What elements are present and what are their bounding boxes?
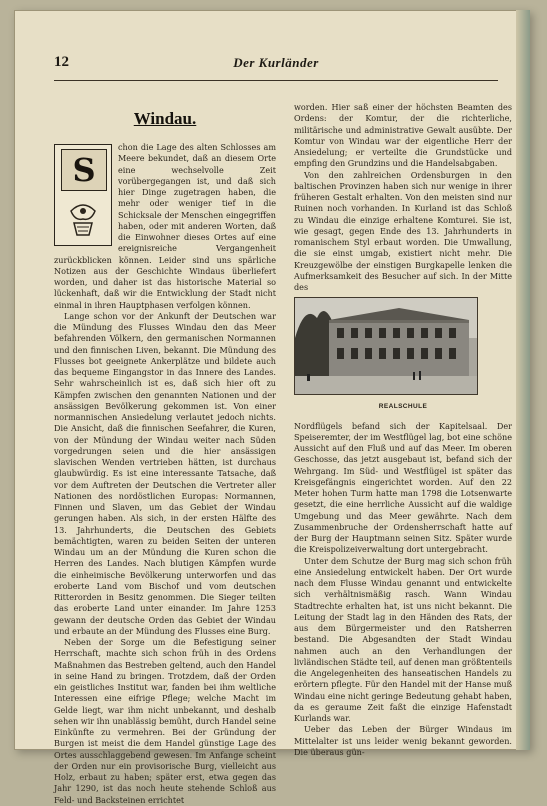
photo-caption: REALSCHULE: [378, 403, 428, 411]
paragraph: Von den zahlreichen Ordensburgen in den baltischen Provinzen haben sich nur wenige in ihrer früheren Gestalt erhalten. Von den meisten sind nur Ruinen noch vorhanden. In Kurland ist das Schloß zu Windau die einzige erhaltene Komturei. Sie ist, wie gesagt, gegen Ende des 13. Jahrhunderts in romanischem Styl erbaut worden. Die Umwallung, die sie einst umgab, existiert nicht mehr. Die Kreuzgewölbe der einstigen Burgkapelle lenken die Aufmerksamkeit des Besucher auf sich. In der Mitte des: [294, 169, 512, 292]
paragraph: Nordflügels befand sich der Kapitelsaal. Der Speiseremter, der im Westflügel lag, bot eine schöne Aussicht auf den Fluß und auf das Meer. Im oberen Geschosse, das jetzt ausgebaut ist, befand sich der Wehrgang. Im Süd- und Westflügel ist später das Kreisgefängnis eingerichtet worden. Auf den 22 Meter hohen Turm hatte man 1798 die Lotsenwarte gesetzt, die eine herrliche Aussicht auf die waldige Umgebung und das Meer gewährte. Nach dem Zusammenbruche der Ordensherrschaft hatte auf der Burg der Hauptmann seinen Sitz. Später wurde die Kreispolizeiverwaltung dort untergebracht.: [294, 420, 512, 555]
running-title: Der Kurländer: [233, 55, 319, 70]
page-header: [54, 54, 498, 76]
paragraph: Lange schon vor der Ankunft der Deutschen war die Mündung des Flusses Windau den das Meer befahrenden Völkern, den germanischen Normannen und den finnischen Liven, bekannt. Die Mündung des Flusses bot geeignete Ankerplätze und bildete auch das bequeme Eingangstor in das Innere des Landes. Sehr wahrscheinlich ist es, daß sich hier oft zu Kämpfen zwischen den genannten Nationen und der ansässigen Bevölkerung gekommen ist. Von einer normannischen Ansiedelung verlautet jedoch nichts. Die Ansicht, daß die finnischen Seefahrer, die Kuren, von der Mündung der Windau weiter nach Süden vorgedrungen seien und die hier ansässigen slavischen Wenden vertrieben hätten, ist durchaus glaubwürdig. Es ist eine interessante Tatsache, daß vor dem Auftreten der Deutschen die Vertreter aller Nationen des nordöstlichen Europas: Normannen, Finnen und Slaven, um das Gebiet der Windau gerungen haben. Als sich, in der ersten Hälfte des 13. Jahrhunderts, die Deutschen des Gebiets bemächtigten, waren zu beiden Seiten der unteren Windau um an der Mündung die Kuren schon die Herren des Landes. Nach blutigen Kämpfen wurde die einheimische Bevölkerung unterworfen und das eroberte Land vom Bischof und vom deutschen Ritterorden in Besitz genommen. Die Sieger teilten das eroberte Land unter einander. Im Jahre 1253 gewann der deutsche Orden das Gebiet der Windau und erbaute an der Mündung des Flusses eine Burg.: [54, 310, 276, 636]
building-image: [295, 298, 477, 394]
article-title: Windau.: [133, 109, 197, 128]
initial-letter: S: [61, 149, 107, 191]
left-column: [54, 108, 276, 805]
paragraph: worden. Hier saß einer der höchsten Beamten des Ordens: der Komtur, der die richterliche, militärische und administrative Gewalt ausübte. Der Komtur von Windau war der eigentliche Herr der Ansiedelung; er verteilte die Grundstücke und empfing den Grundzins und die Handelsabgaben.: [294, 102, 512, 169]
book-page: [14, 10, 530, 805]
right-column: [294, 102, 513, 757]
paragraph: chon die Lage des alten Schlosses am Meere bekundet, daß an diesem Orte eine wechselvolle Zeit vorübergegangen ist, und daß sich hier Dinge zugetragen haben, die mehr oder weniger tief in die Schicksale der Menschen eingegriffen haben, oder mit anderen Worten, daß die Einwohner dieses Ortes auf eine ereignisreiche Vergangenheit zurückblicken können. Leider sind uns spärliche Notizen aus der Geschichte Windaus überliefert worden, und daher ist das historische Material so lückenhaft, daß wir die Entwicklung der Stadt nicht einmal in ihren Hauptphasen verfolgen können.: [54, 142, 276, 310]
paragraph: Unter dem Schutze der Burg mag sich schon früh eine Ansiedelung entwickelt haben. Der Ort wurde nach dem Flusse Windau genannt und entwickelte sich verhältnismäßig rasch. Wann Windau Stadtrechte erhalten hat, ist uns nicht bekannt. Die Leitung der Stadt lag in den Händen des Rats, der aus dem Bürgermeister und den Ratsherren bestand. Die Abgesandten der Stadt Windau nahmen auch an den Verhandlungen der livländischen Städte teil, auf denen man größtenteils die Angelegenheiten des hanseatischen Handels zu erörtern pflegte. Für den Handel mit der Hanse muß Windau eine nicht geringe Bedeutung gehabt haben, da es geraume Zeit faßt die einzige Hafenstadt Kurlands war.: [294, 555, 513, 723]
ornament-icon: [65, 197, 101, 239]
realschule-photo: [294, 297, 478, 395]
page-number: 12: [54, 54, 69, 70]
header-rule: [54, 80, 498, 81]
decorated-initial: [54, 144, 112, 246]
paragraph: Ueber das Leben der Bürger Windaus im Mittelalter ist uns leider wenig bekannt geworden. Die überaus gün-: [294, 724, 512, 757]
page-edge: [516, 10, 530, 750]
paragraph: Neben der Sorge um die Befestigung seiner Herrschaft, machte sich schon früh in des Ordens Maßnahmen das Bestreben geltend, auch den Handel in seine Hand zu bringen. Trotzdem, daß der Orden ein geistliches Institut war, fanden bei ihm weltliche Interessen eine eifrige Pflege; welche Macht im Gelde liegt, war ihm nicht unbekannt, und deshalb sehen wir ihn unablässig bemüht, durch Handel seine Einkünfte zu vermehren. Bei der Gründung der Burgen ist meist die dem Handel günstige Lage des Ortes ausschlaggebend gewesen. Im Anfange scheint der Orden nur ein provisorische Burg, vielleicht aus Holz, erbaut zu haben; später erst, etwa gegen das Jahr 1290, ist das noch heute stehende Schloß aus Feld- und Backsteinen errichtet: [54, 637, 276, 805]
